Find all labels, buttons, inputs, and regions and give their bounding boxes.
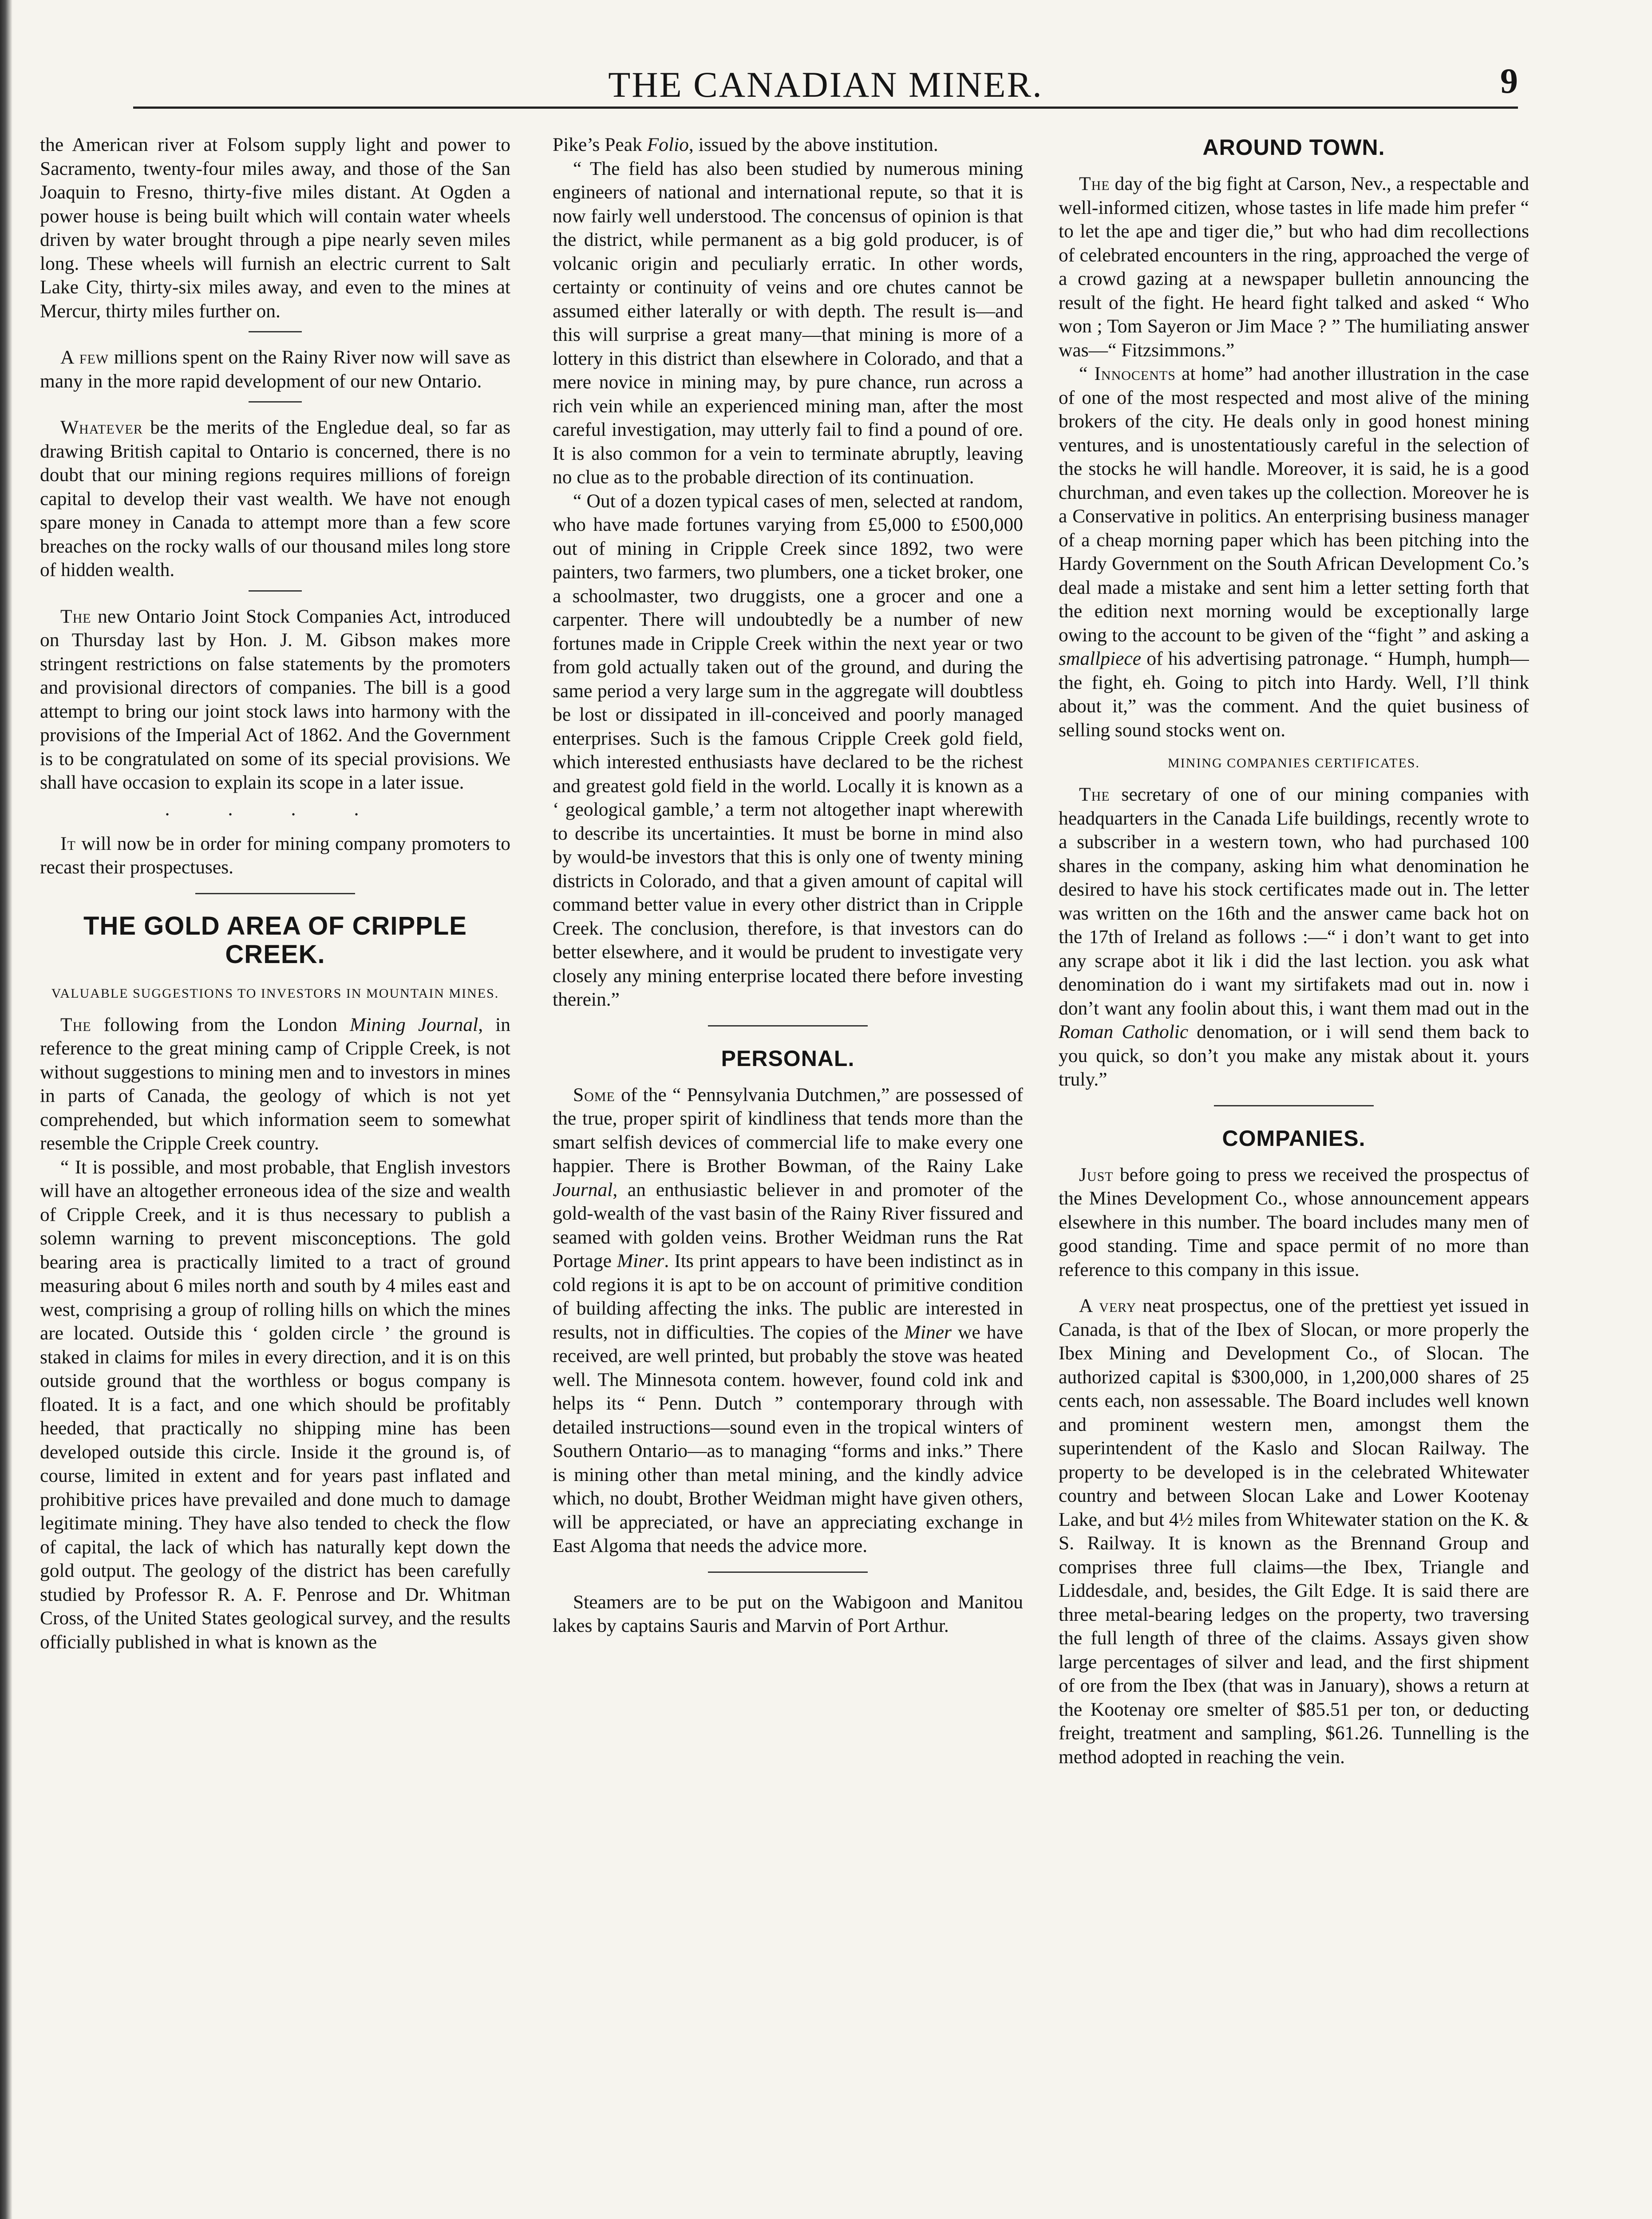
- paragraph-text: day of the big fight at Carson, Nev., a respectable and well-informed citizen, whose tastes in life made him prefer “ to let the ape and tiger die,” but who had dim recollections of celebrated encounters in the ring, approached the verge of a crowd gazing at a newspaper bulletin announcing the result of the fight. He heard fight talked and asked “ Who won ; Tom Sayeron or Jim Mace ? ” The humiliating answer was—“ Fitzsimmons.”: [1059, 173, 1529, 361]
- paragraph-text: will now be in order for mining company promoters to recast their prospectuses.: [40, 833, 510, 878]
- paragraph-steamers: Steamers are to be put on the Wabigoon and Manitou lakes by captains Sauris and Marvin of Port Arthur.: [553, 1591, 1023, 1636]
- heading-around-town: AROUND TOWN.: [1202, 135, 1385, 160]
- paragraph-folsom: the American river at Folsom supply light and power to Sacramento, twenty-four miles away, and those of the San Joaquin to Fresno, thirty-five miles distant. At Ogden a power house is being built which will contain water wheels driven by water brought through a pipe nearly seven miles long. These wheels will furnish an electric current to Salt Lake City, thirty-six miles away, and even to the mines at Mercur, thirty miles further on.: [40, 134, 510, 322]
- paragraph-text: of the “ Pennsylvania Dutchmen,” are possessed of the true, proper spirit of kindliness that tends more than the smart selfish devices of commercial life to make every one happier. There is Brother Bowman, of the Rainy Lake: [553, 1084, 1023, 1177]
- separator-rule: [249, 590, 302, 592]
- paragraph-field: “ The field has also been studied by numerous mining engineers of national and international repute, so that it is now fairly well understood. The concensus of opinion is that the district, while permanent as a big gold producer, is of volcanic origin and peculiarly erratic. In other words, certainty or continuity of veins and ore chutes cannot be assumed either laterally or with depth. The result is—and this will surprise a great many—that mining is more of a lottery in this district than elsewhere in Colorado, and that a mere novice in mining may, by pure chance, run across a rich vein while an experienced mining man, after the most careful investigation, may utterly fail to find a pound of ore. It is also common for a vein to terminate abruptly, leaving no clue as to the probable direction of its continuation.: [553, 158, 1023, 488]
- paragraph-text: , an enthusiastic believer in and promoter of the gold-wealth of the vast basin of the Rainy River fissured and seamed with golden veins. Brother Weidman runs the Rat Portage: [553, 1179, 1023, 1271]
- lead-word: Whatever: [60, 417, 143, 438]
- paragraph-big-fight: [1059, 172, 1529, 362]
- column-1: [40, 133, 510, 2219]
- paragraph-possible: “ It is possible, and most probable, that English investors will have an altogether erroneous idea of the size and wealth of Cripple Creek, and it is thus necessary to publish a solemn warning to prevent misconceptions. The gold bearing area is practically limited to a tract of ground measuring about 6 miles north and south by 4 miles east and west, comprising a group of rolling hills on which the mines are located. Outside this ‘ golden circle ’ the ground is staked in claims for miles in every direction, and it is on this outside ground that the worthless or bogus company is floated. It is a fact, and one which should be profitably heeded, that practically no shipping mine has been developed outside this circle. Inside it the ground is, of course, limited in extent and for years past inflated and prohibitive prices have prevailed and done much to damage legitimate mining. They have also tended to check the flow of capital, the lack of which has naturally kept down the gold output. The geology of the district has been carefully studied by Professor R. A. F. Penrose and Dr. Whitman Cross, of the United States geological survey, and the results officially published in what is known as the: [40, 1156, 510, 1653]
- paragraph-text: . Its print appears to have been indistinct as in cold regions it is apt to be on account of primitive condition of building affecting the inks. The public are interested in results, not in difficulties. The copies of the: [553, 1250, 1023, 1343]
- paragraph-text: , issued by the above institution.: [688, 134, 938, 155]
- paragraph-text: before going to press we received the prospectus of the Mines Development Co., whose announcement appears elsewhere in this number. The board includes many men of good standing. Time and space permit of no more than reference to this company in this issue.: [1059, 1164, 1529, 1280]
- paragraph-following: [40, 1013, 510, 1156]
- lead-word: It: [60, 833, 76, 854]
- header-rule: [133, 107, 1518, 109]
- paragraph-engledue: [40, 416, 510, 582]
- subheading-certificates: MINING COMPANIES CERTIFICATES.: [1168, 756, 1420, 770]
- paragraph-text: following from the London: [91, 1014, 350, 1035]
- paragraph-folio: [553, 133, 1023, 157]
- paragraph-text: be the merits of the Engledue deal, so far as drawing British capital to Ontario is concerned, there is no doubt that our mining regions requires millions of foreign capital to develop their vast wealth. We have not enough spare money in Canada to attempt more than a few score breaches on the rocky walls of our thousand miles long store of hidden wealth.: [40, 417, 510, 580]
- lead-word: “ Innocents: [1079, 363, 1176, 384]
- heading-companies: COMPANIES.: [1222, 1125, 1366, 1151]
- heading-gold-area: THE GOLD AREA OF CRIPPLE CREEK.: [83, 911, 467, 969]
- journal-title: Journal: [553, 1179, 613, 1200]
- folio-title: Folio: [647, 134, 689, 155]
- lead-word: A few: [60, 347, 109, 368]
- paragraph-joint-stock-act: [40, 605, 510, 795]
- subheading-valuable-suggestions: VALUABLE SUGGESTIONS TO INVESTORS IN MOUNTAIN MINES.: [51, 986, 499, 1001]
- miner-title: Miner: [904, 1321, 952, 1343]
- page-binding-edge: [0, 0, 12, 2219]
- paragraph-rainy-river: [40, 346, 510, 393]
- section-rule: [708, 1571, 868, 1573]
- paragraph-text: of his advertising patronage. “ Humph, humph—the fight, eh. Going to pitch into Hardy. Well, I’ll think about it,” was the comment. And the quiet business of selling sound stocks went on.: [1059, 648, 1529, 741]
- lead-word: The: [60, 605, 91, 627]
- paragraph-ibex: [1059, 1294, 1529, 1769]
- paragraph-text: Pike’s Peak: [553, 134, 647, 155]
- paragraph-personal: [553, 1083, 1023, 1558]
- column-3: [1059, 133, 1529, 2219]
- page-number: 9: [1500, 62, 1518, 101]
- paragraph-text: at home” had another illustration in the case of one of the most respected and most alive of the mining brokers of the city. He deals only in good honest mining ventures, and is unostentatiously careful in the selection of the stocks he will handle. Moreover, it is said, he is a good churchman, and even takes up the collection. Moreover he is a Conservative in politics. An enterprising business manager of a cheap morning paper which has been pitching into the Hardy Government on the South African Development Co.’s deal made a mistake and sent him a letter setting forth that the edition next morning would be exceptionally large owing to the account to be given of the “fight ” and asking a: [1059, 363, 1529, 646]
- lead-word: The: [60, 1014, 91, 1035]
- paragraph-text: secretary of one of our mining companies with headquarters in the Canada Life buildings, recently wrote to a subscriber in a western town, who had purchased 100 shares in the company, asking him what denomination he desired to have his stock certificates made out in. The letter was written on the 16th and the answer came back hot on the 17th of Ireland as follows :—“ i don’t want to get into any scrape abot it lik i did the last lection. you ask what denomination do i want my sirtifakets mad out in. now i don’t want any foolin about this, i want them mad out in the: [1059, 784, 1529, 1019]
- miner-title: Miner: [617, 1250, 664, 1271]
- section-rule: [195, 893, 355, 894]
- paragraph-text: we have received, are well printed, but probably the stove was heated well. The Minnesota contem. however, found cold ink and helps its “ Penn. Dutch ” contemporary through with detailed instructions—sound even in the tropical winters of Southern Ontario—as to managing “forms and inks.” There is mining other than metal mining, and the kindly advice which, no doubt, Brother Weidman might have given others, will be appreciated, or have an appreciating exchange in East Algoma that needs the advice more.: [553, 1321, 1023, 1556]
- paragraph-secretary: [1059, 783, 1529, 1092]
- heading-personal: PERSONAL.: [721, 1046, 855, 1071]
- newspaper-title: THE CANADIAN MINER.: [608, 64, 1043, 105]
- paragraph-text: new Ontario Joint Stock Companies Act, introduced on Thursday last by Hon. J. M. Gibson makes more stringent restrictions on false statements by the promoters and provisional directors of companies. The bill is a good attempt to bring our joint stock laws into harmony with the provisions of the Imperial Act of 1862. And the Government is to be congratulated on some of its special provisions. We shall have occasion to explain its scope in a later issue.: [40, 605, 510, 793]
- italic-phrase: Roman Catholic: [1059, 1021, 1189, 1042]
- separator-rule: [249, 331, 302, 332]
- lead-word: Just: [1079, 1164, 1114, 1185]
- separator-rule: [249, 401, 302, 403]
- paragraph-just: [1059, 1163, 1529, 1282]
- paragraph-innocents: [1059, 362, 1529, 742]
- paragraph-dozen: “ Out of a dozen typical cases of men, selected at random, who have made fortunes varying from £5,000 to £500,000 out of mining in Cripple Creek since 1892, two were painters, two farmers, two plumbers, one a ticket broker, one a schoolmaster, two druggists, one a grocer and one a carpenter. There will undoubtedly be a number of new fortunes made in Cripple Creek within the next year or two from gold actually taken out of the ground, and during the same period a very large sum in the aggregate will doubtless be lost or dissipated in ill-conceived and poorly managed enterprises. Such is the famous Cripple Creek gold field, which interested enthusiasts have declared to be the richest and greatest gold field in the world. Locally it is known as a ‘ geological gamble,’ a term not altogether inapt wherewith to describe its uncertainties. It must be borne in mind also by would-be investors that this is only one of twenty mining districts in Colorado, and that a given amount of capital will command better value in every other district than in Cripple Creek. The conclusion, therefore, is that investors can do better elsewhere, and it would be prudent to investigate very closely any mining enterprise located there before investing therein.”: [553, 490, 1023, 1010]
- lead-word: Some: [573, 1084, 615, 1106]
- lead-word: The: [1079, 173, 1110, 194]
- lead-word: The: [1079, 784, 1110, 805]
- paragraph-text: , in reference to the great mining camp of Cripple Creek, is not without suggestions to mining men and to investors in mines in parts of Canada, the geology of which is not yet comprehended, but which information seem to somewhat resemble the Cripple Creek country.: [40, 1014, 510, 1154]
- paragraph-text: millions spent on the Rainy River now will save as many in the more rapid development of our new Ontario.: [40, 347, 510, 392]
- paragraph-text: denomation, or i will send them back to you quick, so don’t you make any mistak about it. yours truly.”: [1059, 1021, 1529, 1090]
- section-rule: [708, 1025, 868, 1027]
- journal-title: Mining Journal: [350, 1014, 478, 1035]
- paragraph-recast: [40, 832, 510, 880]
- paragraph-text: neat prospectus, one of the prettiest yet issued in Canada, is that of the Ibex of Slocan, or more properly the Ibex Mining and Development Co., of Slocan. The authorized capital is $300,000, in 1,200,000 shares of 25 cents each, non assessable. The Board includes well known and prominent western men, amongst them the superintendent of the Kaslo and Slocan Railway. The property to be developed is in the celebrated Whitewater country and between Slocan Lake and Lower Kootenay Lake, and but 4½ miles from Whitewater station on the K. & S. Railway. It is known as the Brennand Group and comprises three full claims—the Ibex, Triangle and Liddesdale, and, besides, the Gilt Edge. It is said there are three metal-bearing ledges on the property, two traversing the full length of three of the claims. Assays given show large percentages of silver and lead, and the first shipment of ore from the Ibex (that was in January), shows a return at the Kootenay ore smelter of $85.51 per ton, or deducting freight, treatment and sampling, $61.26. Tunnelling is the method adopted in reaching the vein.: [1059, 1295, 1529, 1768]
- dotted-separator: . . . .: [165, 798, 386, 820]
- italic-word: smallpiece: [1059, 648, 1142, 669]
- section-rule: [1214, 1105, 1374, 1106]
- page-header: [133, 53, 1518, 111]
- column-2: [553, 133, 1023, 2219]
- lead-word: A very: [1079, 1295, 1137, 1316]
